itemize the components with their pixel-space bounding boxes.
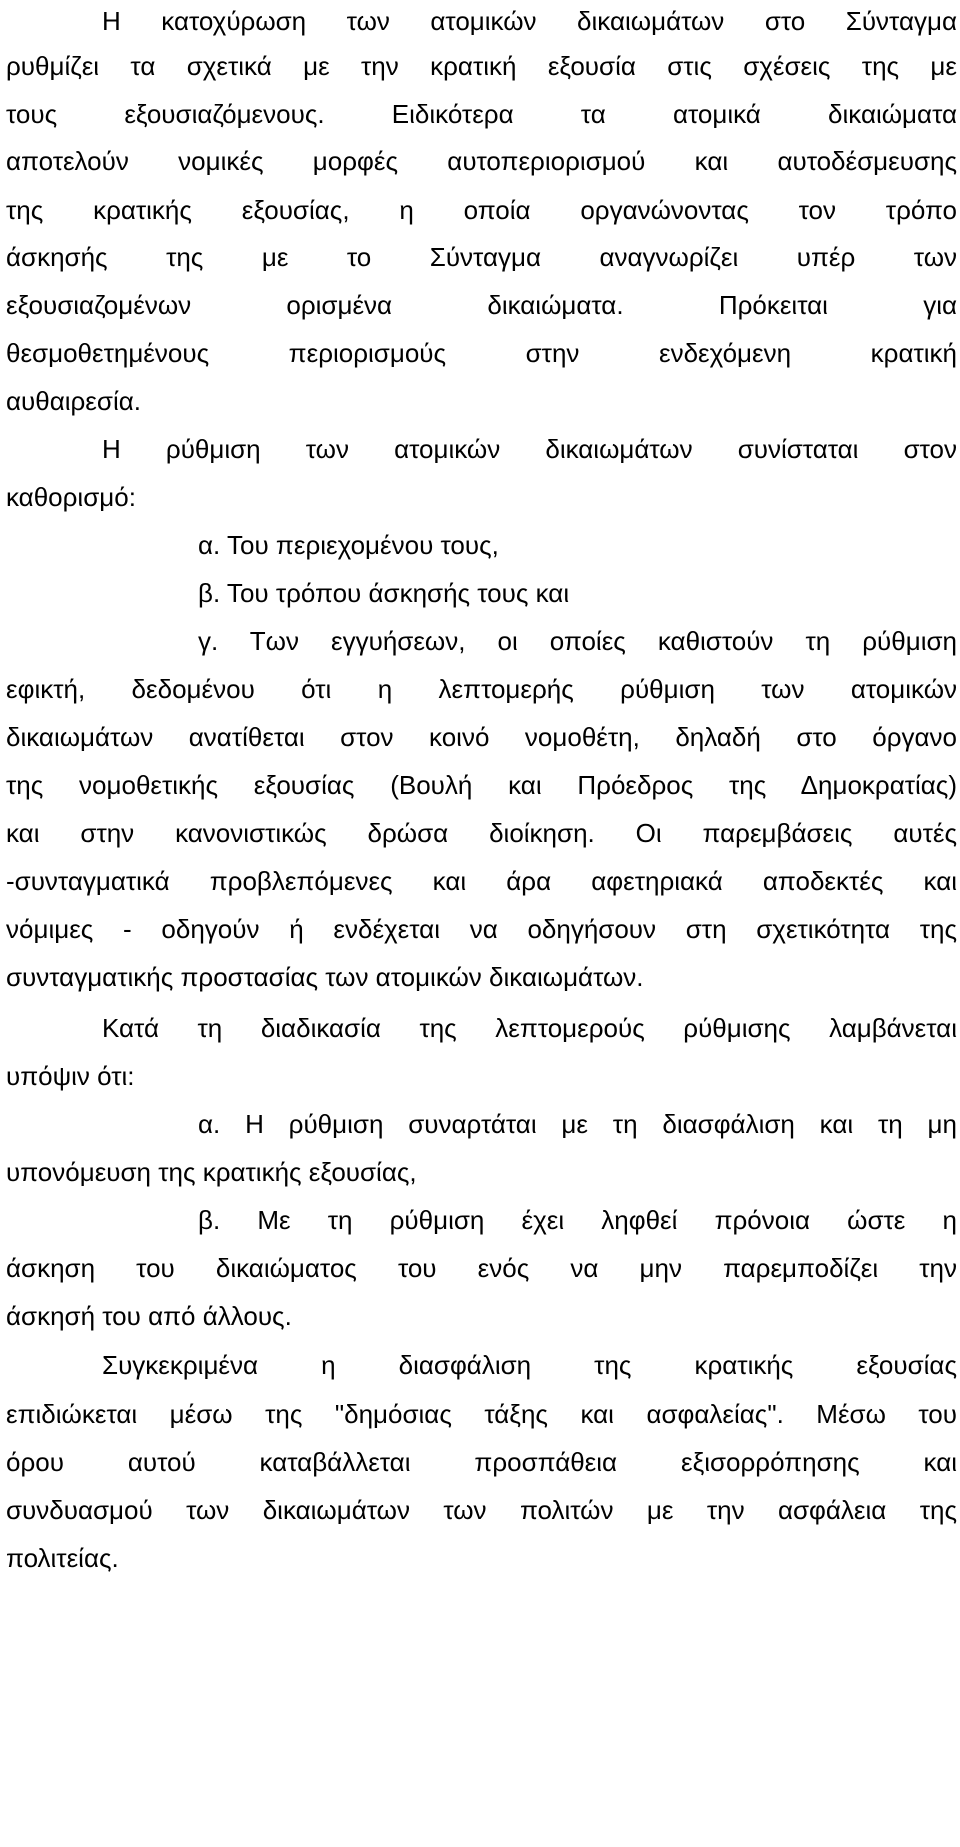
paragraph-4-line-2: επιδιώκεται μέσω της "δημόσιας τάξης και ασφαλείας". Μέσω του (6, 1399, 957, 1429)
list-item-c-line-3: δικαιωμάτων ανατίθεται στον κοινό νομοθέτη, δηλαδή στο όργανο (6, 722, 957, 752)
paragraph-2-line-2: καθορισμό: (6, 482, 136, 512)
paragraph-3-line-2: υπόψιν ότι: (6, 1061, 135, 1091)
list-item-c-line-6: -συνταγματικά προβλεπόμενες και άρα αφετηριακά αποδεκτές και (6, 866, 957, 896)
list-item-c-line-5: και στην κανονιστικώς δρώσα διοίκηση. Οι παρεμβάσεις αυτές (6, 818, 957, 848)
paragraph-4-line-4: συνδυασμού των δικαιωμάτων των πολιτών με την ασφάλεια της (6, 1495, 957, 1525)
list-item-c-line-7: νόμιμες - οδηγούν ή ενδέχεται να οδηγήσουν στη σχετικότητα της (6, 914, 957, 944)
list2-item-a-line-1: α. Η ρύθμιση συναρτάται με τη διασφάλιση και τη μη (198, 1109, 957, 1139)
paragraph-1-line-2: ρυθμίζει τα σχετικά με την κρατική εξουσία στις σχέσεις της με (6, 51, 957, 81)
paragraph-1-line-3: τους εξουσιαζόμενους. Ειδικότερα τα ατομικά δικαιώματα (6, 99, 957, 129)
list2-item-b-line-2: άσκηση του δικαιώματος του ενός να μην παρεμποδίζει την (6, 1253, 957, 1283)
paragraph-2-line-1: Η ρύθμιση των ατομικών δικαιωμάτων συνίσταται στον (102, 434, 957, 464)
list-item-c-line-8: συνταγματικής προστασίας των ατομικών δικαιωμάτων. (6, 962, 644, 992)
paragraph-1-line-6: άσκησής της με το Σύνταγμα αναγνωρίζει υπέρ των (6, 242, 957, 272)
paragraph-1-line-7: εξουσιαζομένων ορισμένα δικαιώματα. Πρόκειται για (6, 290, 957, 320)
list2-item-b-line-3: άσκησή του από άλλους. (6, 1301, 292, 1331)
list2-item-b-line-1: β. Με τη ρύθμιση έχει ληφθεί πρόνοια ώστε η (198, 1205, 957, 1235)
paragraph-1-line-5: της κρατικής εξουσίας, η οποία οργανώνοντας τον τρόπο (6, 195, 957, 225)
paragraph-4-line-3: όρου αυτού καταβάλλεται προσπάθεια εξισορρόπησης και (6, 1447, 957, 1477)
paragraph-3-line-1: Κατά τη διαδικασία της λεπτομερούς ρύθμισης λαμβάνεται (102, 1013, 957, 1043)
paragraph-1-line-9: αυθαιρεσία. (6, 386, 141, 416)
list2-item-a-line-2: υπονόμευση της κρατικής εξουσίας, (6, 1157, 417, 1187)
list-item-c-line-1: γ. Των εγγυήσεων, οι οποίες καθιστούν τη ρύθμιση (198, 626, 957, 656)
paragraph-4-line-1: Συγκεκριμένα η διασφάλιση της κρατικής εξουσίας (102, 1350, 957, 1380)
paragraph-1-line-1: Η κατοχύρωση των ατομικών δικαιωμάτων στο Σύνταγμα (102, 6, 957, 36)
paragraph-1-line-8: θεσμοθετημένους περιορισμούς στην ενδεχόμενη κρατική (6, 338, 957, 368)
list-item-b: β. Του τρόπου άσκησής τους και (198, 578, 570, 608)
list-item-c-line-4: της νομοθετικής εξουσίας (Βουλή και Πρόεδρος της Δημοκρατίας) (6, 770, 957, 800)
paragraph-4-line-5: πολιτείας. (6, 1543, 119, 1573)
list-item-c-line-2: εφικτή, δεδομένου ότι η λεπτομερής ρύθμιση των ατομικών (6, 674, 957, 704)
list-item-a: α. Του περιεχομένου τους, (198, 530, 499, 560)
paragraph-1-line-4: αποτελούν νομικές μορφές αυτοπεριορισμού και αυτοδέσμευσης (6, 146, 957, 176)
